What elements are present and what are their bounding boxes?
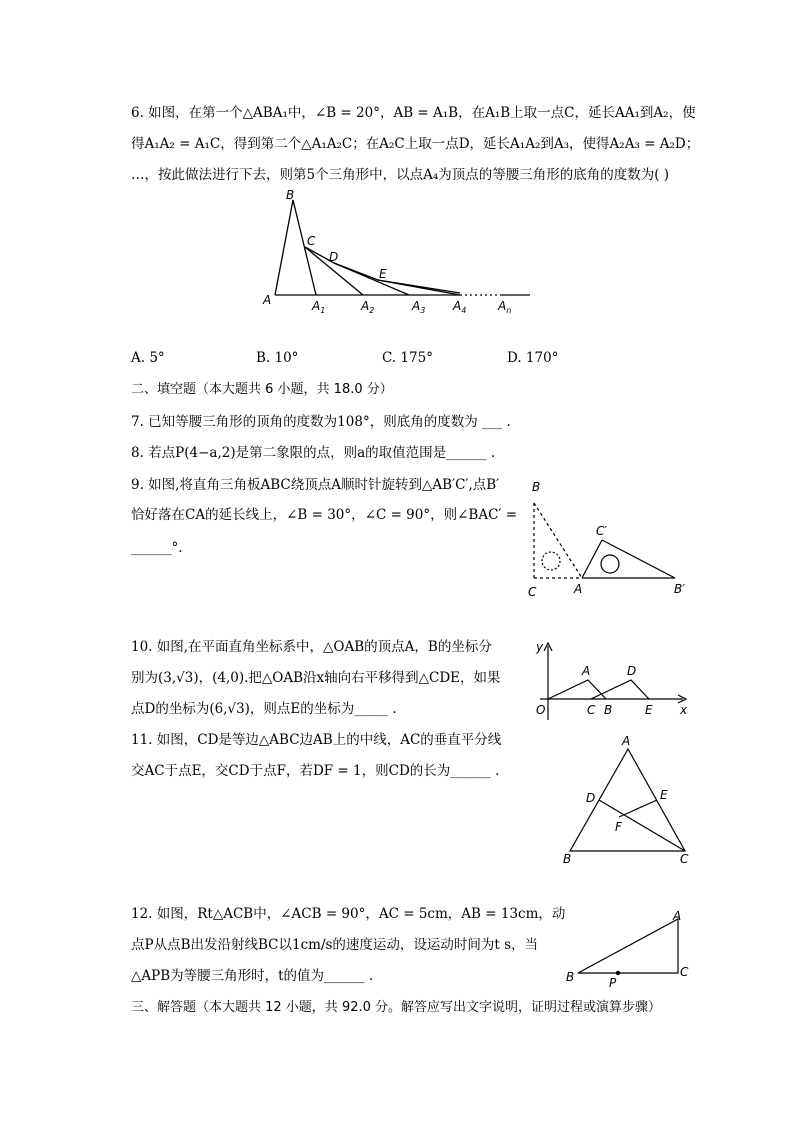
q6-label-e: E (379, 267, 387, 281)
q9-segment-ac-prime (582, 540, 602, 578)
q6-segment-de (334, 263, 378, 280)
q10-label-e: E (645, 703, 653, 717)
q6-label-a: A (263, 293, 272, 307)
q9-line-1: 9. 如图,将直角三角板ABC绕顶点A顺时针旋转到△AB′C′,点B′ (131, 477, 500, 493)
q11-label-f: F (615, 820, 622, 834)
q6-option-a: A. 5° (131, 350, 165, 366)
q11-bisector-ef (619, 800, 657, 817)
q9-dashed-ba (534, 503, 582, 578)
q9-label-b-prime: B′ (674, 582, 685, 596)
q12-line-3: △APB为等腰三角形时，t的值为______ . (131, 968, 374, 984)
q10-label-y: y (536, 640, 544, 654)
q8-text: 8. 若点P(4−a,2)是第二象限的点，则a的取值范围是______ . (131, 445, 496, 461)
q10-line-3: 点D的坐标为(6,√3)，则点E的坐标为_____ . (131, 701, 397, 717)
q6-option-d: D. 170° (507, 350, 559, 366)
q9-label-b: B (532, 480, 541, 494)
section-3-heading: 三、解答题（本大题共 12 小题，共 92.0 分。解答应写出文字说明，证明过程或演算步骤） (131, 1000, 662, 1015)
q6-label-a2: $A_2$ (361, 299, 375, 315)
q6-line-1: 6. 如图，在第一个△ABA₁中，∠B = 20°，AB = A₁B，在A₁B上取一点C，延长AA₁到A₂，使 (131, 105, 696, 121)
q9-triangle-hole (601, 555, 619, 573)
q9-label-a: A (574, 582, 583, 596)
q6-label-b: B (286, 188, 295, 202)
q10-line-2: 别为(3,√3)，(4,0).把△OAB沿x轴向右平移得到△CDE，如果 (131, 670, 501, 686)
q11-median-cd (599, 800, 685, 851)
q12-label-a: A (673, 909, 682, 923)
q6-label-a1: $A_1$ (312, 299, 326, 315)
q11-line-2: 交AC于点E，交CD于点F，若DF = 1，则CD的长为______ . (131, 763, 500, 779)
q6-figure (255, 185, 540, 320)
q6-line-2: 得A₁A₂ = A₁C，得到第二个△A₁A₂C；在A₂C上取一点D，延长A₁A₂到A₃，使得A₂A₃ = A₂D； (131, 136, 700, 152)
q11-label-c: C (680, 852, 689, 866)
q9-dashed-hole (542, 552, 560, 570)
q6-label-a4: $A_4$ (453, 299, 467, 315)
q6-line-3: …，按此做法进行下去，则第5个三角形中，以点A₄为顶点的等腰三角形的底角的度数为( ) (131, 167, 670, 183)
q10-label-b: B (604, 703, 613, 717)
q12-figure (560, 905, 700, 990)
q6-label-c: C (307, 234, 316, 248)
q11-label-b: B (563, 852, 572, 866)
q10-triangle-cde (591, 680, 649, 699)
q12-label-b: B (566, 970, 575, 984)
q11-figure (555, 731, 700, 871)
q10-label-o: O (536, 703, 546, 717)
q11-label-a: A (622, 734, 631, 748)
q10-line-1: 10. 如图,在平面直角坐标系中，△OAB的顶点A，B的坐标分 (131, 639, 492, 655)
q9-line-3: ______°. (131, 540, 183, 556)
q11-label-d: D (586, 791, 596, 805)
q9-line-2: 恰好落在CA的延长线上，∠B = 30°，∠C = 90°，则∠BAC′ = (131, 507, 518, 523)
q9-figure (520, 475, 700, 600)
q10-figure (528, 636, 698, 726)
q12-label-c: C (680, 965, 689, 979)
q10-label-c: C (587, 703, 596, 717)
q6-option-b: B. 10° (256, 350, 299, 366)
q12-point-p (616, 971, 620, 975)
q6-label-d: D (329, 250, 339, 264)
q12-triangle-acb (578, 919, 678, 973)
q10-label-d: D (627, 664, 637, 678)
q10-label-x: x (680, 703, 688, 717)
q6-label-an: $A_n$ (498, 299, 512, 315)
q11-label-e: E (660, 788, 668, 802)
q12-label-p: P (609, 976, 617, 990)
q6-segment-ab (275, 200, 293, 295)
q9-label-c: C (528, 585, 537, 599)
q6-option-c: C. 175° (382, 350, 433, 366)
q6-label-a3: $A_3$ (412, 299, 426, 315)
q12-line-1: 12. 如图，Rt△ACB中，∠ACB = 90°，AC = 5cm，AB = 13cm，动 (131, 906, 566, 922)
q7-text: 7. 已知等腰三角形的顶角的度数为108°，则底角的度数为 ___ . (131, 414, 511, 430)
q12-line-2: 点P从点B出发沿射线BC以1cm/s的速度运动，设运动时间为t s，当 (131, 937, 539, 953)
q10-label-a: A (582, 664, 591, 678)
q9-label-c-prime: C′ (596, 524, 608, 538)
q11-line-1: 11. 如图，CD是等边△ABC边AB上的中线，AC的垂直平分线 (131, 732, 502, 748)
section-2-heading: 二、填空题（本大题共 6 小题，共 18.0 分） (131, 382, 393, 397)
